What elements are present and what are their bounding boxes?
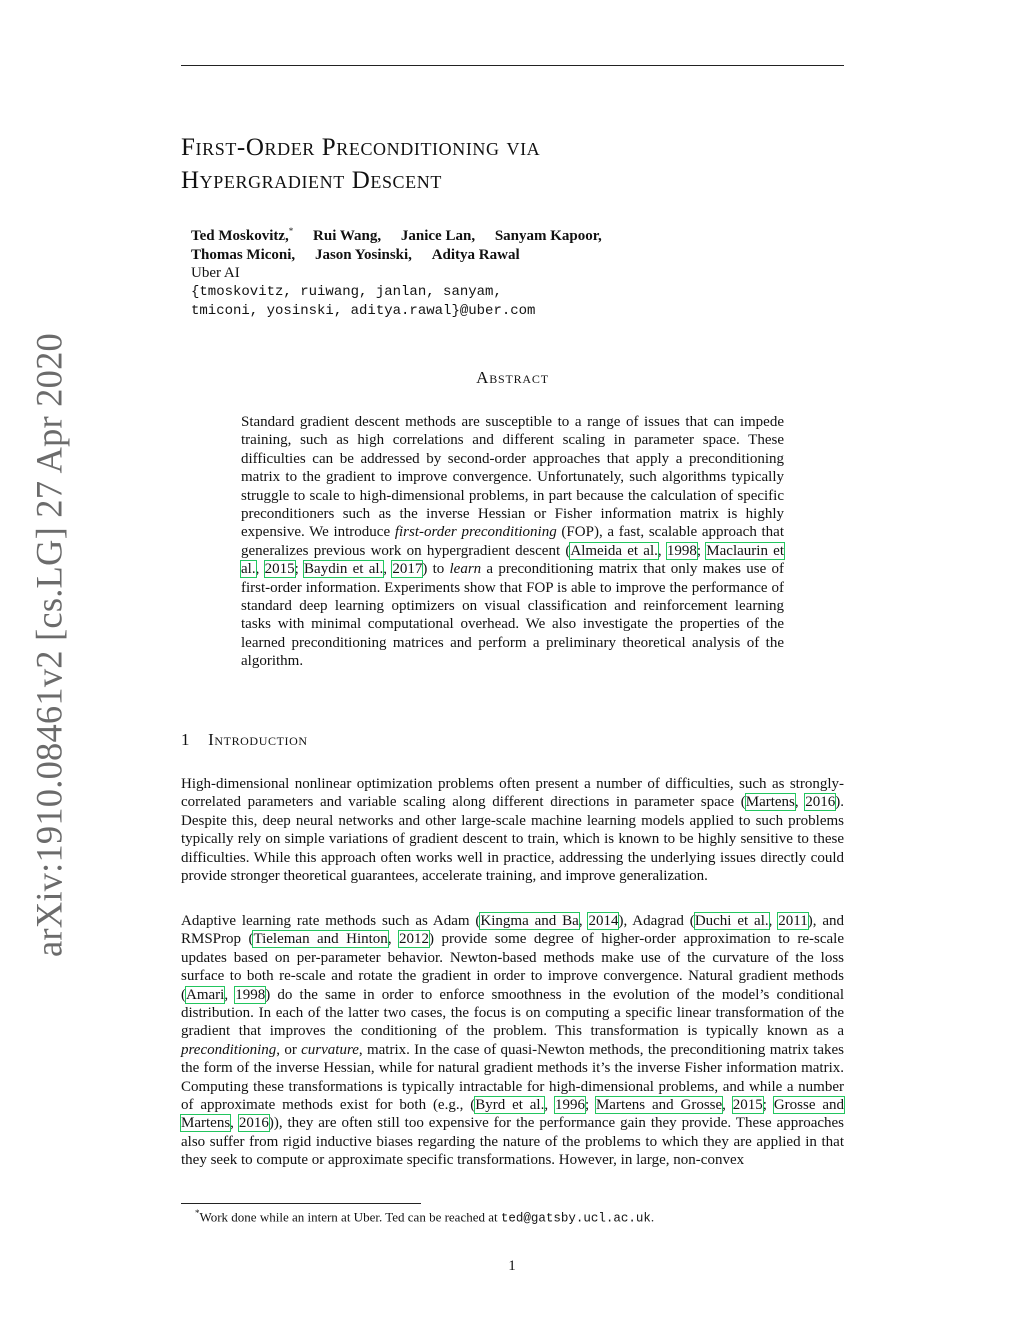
title-line-2: Hypergradient Descent bbox=[181, 167, 442, 194]
citation-link[interactable]: 1998 bbox=[235, 986, 266, 1003]
author-name: Sanyam Kapoor, bbox=[494, 228, 602, 244]
citation-link[interactable]: Byrd et al. bbox=[475, 1097, 545, 1114]
title-line-1: First-Order Preconditioning via bbox=[181, 134, 541, 161]
citation-link[interactable]: 2011 bbox=[778, 913, 808, 929]
arxiv-sidebar bbox=[27, 333, 71, 957]
emphasis: preconditioning bbox=[181, 1041, 277, 1058]
citation-link[interactable]: 2015 bbox=[264, 561, 295, 578]
citation-link[interactable]: Tieleman and Hinton bbox=[253, 931, 388, 948]
citation-link[interactable]: Amari bbox=[186, 986, 225, 1003]
citation-link[interactable]: Duchi et al. bbox=[694, 913, 769, 929]
footnote-marker: * bbox=[195, 1208, 200, 1218]
author-name: Janice Lan, bbox=[400, 228, 476, 244]
author-name: Aditya Rawal bbox=[431, 247, 520, 263]
citation-link[interactable]: 2016 bbox=[805, 794, 836, 811]
emphasis: curvature bbox=[301, 1041, 359, 1058]
citation-link[interactable]: Kingma and Ba bbox=[480, 913, 579, 929]
citation-link[interactable]: Baydin et al. bbox=[304, 561, 384, 578]
paper-title bbox=[181, 131, 841, 197]
footnote-marker[interactable]: * bbox=[288, 226, 294, 236]
citation-link[interactable]: Grosse and Martens bbox=[181, 1097, 844, 1132]
author-name: Rui Wang, bbox=[313, 228, 382, 244]
section-heading bbox=[181, 730, 308, 750]
citation-link[interactable]: 2014 bbox=[588, 913, 619, 929]
author-list bbox=[191, 227, 831, 265]
emphasis: first-order preconditioning bbox=[394, 524, 557, 541]
citation-link[interactable]: 2017 bbox=[392, 561, 423, 578]
intro-paragraph-1: High-dimensional nonlinear optimization problems often present a number of difficulties, such as strongly-correlated parameters and variable scaling along different directions in parameter space (Martens, 2016). Despite this, deep neural networks and other large-scale machine learning models applied to such problems typically rely on simple variations of gradient descent to train, which is known to be highly sensitive to these difficulties. While this approach often works well in practice, addressing the underlying issues directly could provide stronger theoretical guarantees, accelerate training, and improve generalization. bbox=[181, 776, 845, 885]
author-name: Thomas Miconi, bbox=[191, 247, 296, 263]
citation-link[interactable]: 2012 bbox=[399, 931, 430, 948]
citation-link[interactable]: 1996 bbox=[554, 1097, 585, 1114]
footnote-email[interactable]: ted@gatsby.ucl.ac.uk bbox=[500, 1211, 651, 1226]
emphasis: learn bbox=[449, 561, 482, 578]
affiliation: Uber AI bbox=[191, 265, 240, 281]
citation-link[interactable]: Almeida et al. bbox=[570, 542, 658, 559]
section-number: 1 bbox=[181, 730, 191, 749]
arxiv-identifier[interactable]: arXiv:1910.08461v2 [cs.LG] 27 Apr 2020 bbox=[28, 333, 70, 957]
author-name: Jason Yosinski, bbox=[314, 247, 412, 263]
author-name: Ted Moskovitz,* bbox=[191, 226, 294, 244]
citation-link[interactable]: 2016 bbox=[238, 1115, 269, 1132]
citation-link[interactable]: Martens and Grosse bbox=[595, 1097, 723, 1114]
citation-link[interactable]: 1998 bbox=[666, 542, 697, 559]
footnote: *Work done while an intern at Uber. Ted can be reached at ted@gatsby.ucl.ac.uk. bbox=[195, 1208, 655, 1226]
citation-link[interactable]: 2015 bbox=[732, 1097, 763, 1114]
abstract-heading: Abstract bbox=[476, 368, 549, 387]
email-line: {tmoskovitz, ruiwang, janlan, sanyam, bbox=[191, 284, 502, 300]
page-number: 1 bbox=[508, 1258, 516, 1274]
intro-paragraph-2: Adaptive learning rate methods such as Adam (Kingma and Ba, 2014), Adagrad (Duchi et al., 2011), and RMSProp (Tieleman and Hinton, 2012) provide some degree of higher-order approximation to re-scale updates based on per-parameter behavior. Newton-based methods make use of the curvature of the loss surface to both re-scale and rotate the gradient in order to improve convergence. Natural gradient methods (Amari, 1998) do the same in order to enforce smoothness in the evolution of the model’s conditional distribution. In each of the latter two cases, the focus is on computing a specific linear transformation of the gradient that improves the conditioning of the problem. This transformation is typically known as a preconditioning, or curvature, matrix. In the case of quasi-Newton methods, the preconditioning matrix takes the form of the inverse Hessian, while for natural gradient methods it’s the inverse Fisher information matrix. Computing these transformations is typically intractable for high-dimensional problems, and while a number of approximate methods exist for both (e.g., (Byrd et al., 1996; Martens and Grosse, 2015; Grosse and Martens, 2016)), they are often still too expensive for the performance gain they provide. These approaches also suffer from rigid inductive biases regarding the nature of the problems to which they are applied in that they seek to compute or approximate specific transformations. However, in large, non-convex bbox=[181, 913, 845, 1169]
header-rule bbox=[181, 65, 844, 66]
author-emails bbox=[191, 283, 535, 321]
footnote-rule bbox=[181, 1203, 421, 1204]
section-title: Introduction bbox=[208, 730, 308, 749]
email-line: tmiconi, yosinski, aditya.rawal}@uber.com bbox=[191, 303, 536, 319]
abstract-body: Standard gradient descent methods are susceptible to a range of issues that can impede training, such as high correlations and different scaling in parameter space. These difficulties can be addressed by second-order approaches that apply a preconditioning matrix to the gradient to improve convergence. Unfortunately, such algorithms typically struggle to scale to high-dimensional problems, in part because the calculation of specific preconditioners such as the inverse Hessian or Fisher information matrix is highly expensive. We introduce first-order preconditioning (FOP), a fast, scalable approach that generalizes previous work on hypergradient descent (Almeida et al., 1998; Maclaurin et al., 2015; Baydin et al., 2017) to learn a preconditioning matrix that only makes use of first-order information. Experiments show that FOP is able to improve the performance of standard deep learning optimizers on visual classification and reinforcement learning tasks with minimal computational overhead. We also investigate the properties of the learned preconditioning matrices and perform a preliminary theoretical analysis of the algorithm. bbox=[241, 414, 785, 670]
citation-link[interactable]: Maclaurin et al. bbox=[241, 542, 784, 578]
citation-link[interactable]: Martens bbox=[745, 794, 795, 811]
